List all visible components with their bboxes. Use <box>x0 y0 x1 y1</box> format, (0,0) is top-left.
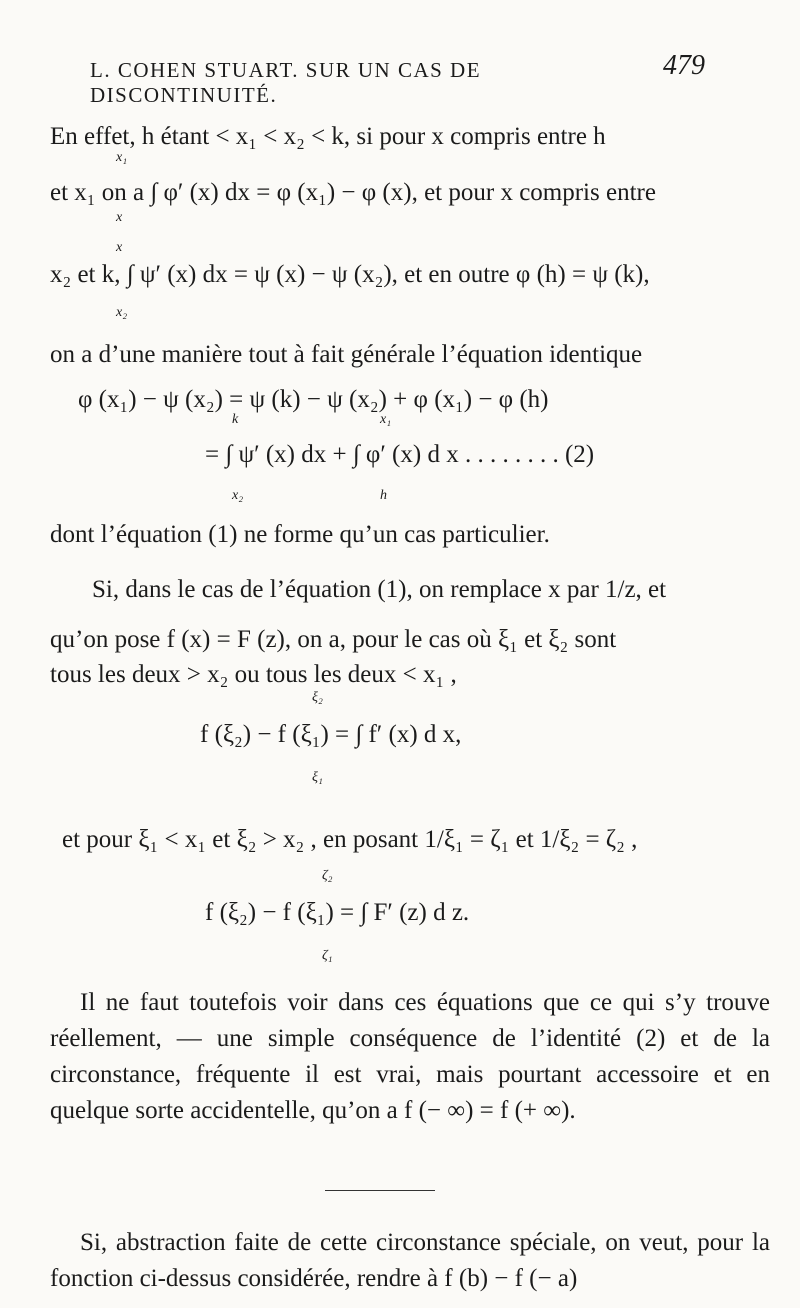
text-line-1: En effet, h étant < x₁ < x₂ < k, si pour x compris entre h <box>50 123 606 150</box>
int6-upper: ζ₂ <box>322 868 333 883</box>
int2-lower: x₂ <box>116 305 128 320</box>
text-line-3: x₂ et k, ∫ ψ′ (x) dx = ψ (x) − ψ (x₂), et en outre φ (h) = ψ (k), <box>50 261 650 288</box>
int1-upper: x₁ <box>116 150 128 165</box>
text-line-2 <box>50 178 770 208</box>
int1-lower: x <box>116 210 123 225</box>
equation-line-2: = ∫ ψ′ (x) dx + ∫ φ′ (x) d x . . . . . . . . (2) <box>205 441 595 468</box>
int6-lower: ζ₁ <box>322 948 333 963</box>
page-number: 479 <box>663 50 705 81</box>
int4-upper: x₁ <box>380 412 392 427</box>
text-line-2-content: et x₁ on a ∫ φ′ (x) dx = φ (x₁) − φ (x), et pour x compris entre <box>50 179 656 206</box>
paragraph-conclusion: Il ne faut toutefois voir dans ces équations que ce qui s’y trouve réellement, — une simple conséquence de l’identité (2) et de la circonstance, fréquente il est vrai, mais pourtant accessoire et en quelque sorte accidentelle, qu’on a f (− ∞) = f (+ ∞). <box>50 989 770 1124</box>
section-divider <box>325 1190 435 1191</box>
int5-lower: ξ₁ <box>312 770 323 785</box>
equation-line-1: φ (x₁) − ψ (x₂) = ψ (k) − ψ (x₂) + φ (x₁) − φ (h) <box>78 386 549 413</box>
text-line-6: Si, dans le cas de l’équation (1), on remplace x par 1/z, et <box>92 576 667 603</box>
int5-upper: ξ₂ <box>312 690 323 705</box>
text-line-7: qu’on pose f (x) = F (z), on a, pour le cas où ξ₁ et ξ₂ sont <box>50 626 617 653</box>
equation-line-3: f (ξ₂) − f (ξ₁) = ∫ f′ (x) d x, <box>200 721 462 748</box>
int3-lower: x₂ <box>232 488 244 503</box>
int3-upper: k <box>232 412 239 427</box>
int4-lower: h <box>380 488 387 503</box>
running-header <box>90 50 705 108</box>
equation-line-4: f (ξ₂) − f (ξ₁) = ∫ F′ (z) d z. <box>205 899 470 926</box>
text-line-5: dont l’équation (1) ne forme qu’un cas particulier. <box>50 521 550 548</box>
text-line-8: tous les deux > x₂ ou tous les deux < x₁ , <box>50 661 457 688</box>
running-title: L. COHEN STUART. SUR UN CAS DE DISCONTINUITÉ. <box>90 58 482 107</box>
text-line-4: on a d’une manière tout à fait générale l’équation identique <box>50 341 643 368</box>
text-line-9: et pour ξ₁ < x₁ et ξ₂ > x₂ , en posant 1/ξ₁ = ζ₁ et 1/ξ₂ = ζ₂ , <box>62 826 638 853</box>
int2-upper: x <box>116 240 123 255</box>
paragraph-next: Si, abstraction faite de cette circonstance spéciale, on veut, pour la fonction ci-dessus considérée, rendre à f (b) − f (− a) <box>50 1229 770 1292</box>
